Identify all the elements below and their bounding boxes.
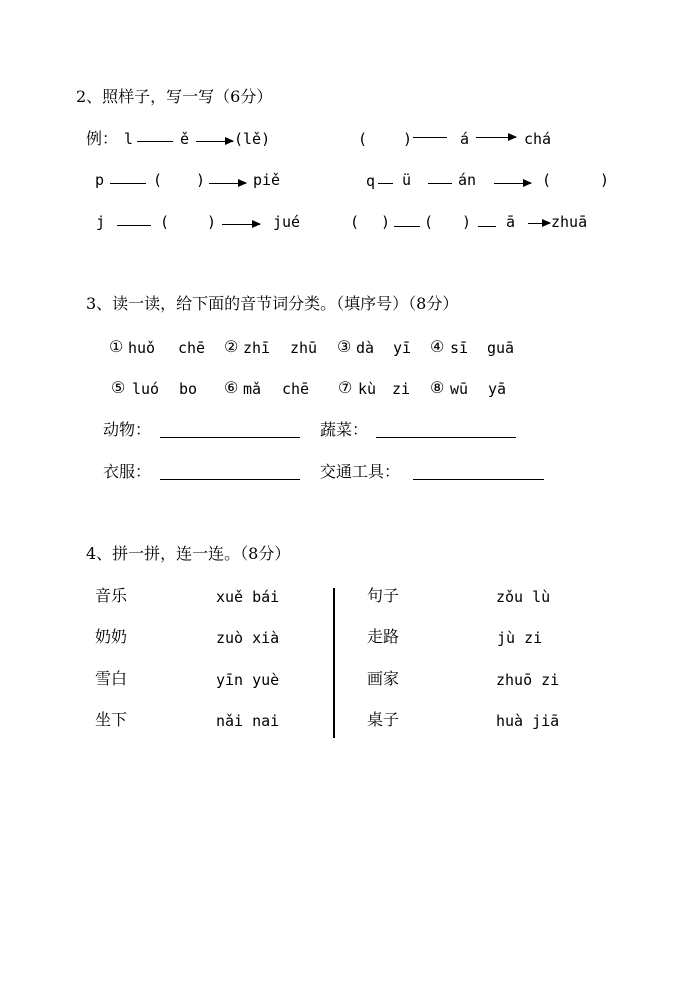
- initial-q: q: [366, 172, 376, 190]
- arrow: [528, 223, 550, 224]
- initial-p: p: [95, 171, 105, 189]
- category-clothes-blank[interactable]: [160, 479, 300, 480]
- example-answer: (lě): [234, 130, 271, 148]
- final-a-flat: ā: [506, 213, 516, 231]
- category-animals-label: 动物：: [103, 420, 152, 439]
- category-clothes-label: 衣服：: [103, 462, 152, 481]
- item-pinyin: dà: [356, 339, 375, 357]
- item-num: ④: [430, 337, 445, 356]
- connector-line: [478, 226, 496, 227]
- category-animals-blank[interactable]: [160, 437, 300, 438]
- blank-close[interactable]: ): [600, 171, 610, 189]
- arrow: [494, 183, 531, 184]
- item-num: ③: [337, 337, 352, 356]
- blank-close[interactable]: ): [207, 213, 217, 231]
- initial-j: j: [96, 213, 106, 231]
- connector-line: [117, 225, 151, 226]
- item-pinyin: mǎ: [243, 380, 262, 398]
- arrow: [209, 183, 246, 184]
- blank-close[interactable]: ): [196, 171, 206, 189]
- connector-line: [394, 226, 420, 227]
- left-pinyin[interactable]: nǎi nai: [216, 712, 280, 730]
- arrow: [222, 224, 260, 225]
- item-pinyin: yī: [393, 339, 412, 357]
- blank-open: (: [350, 213, 360, 231]
- blank-close[interactable]: ): [462, 213, 472, 231]
- item-pinyin: yā: [488, 380, 507, 398]
- column-divider: [333, 588, 335, 738]
- left-word[interactable]: 坐下: [95, 710, 128, 729]
- right-pinyin[interactable]: zhuō zi: [496, 671, 560, 689]
- final-e: ě: [180, 130, 190, 148]
- right-pinyin[interactable]: huà jiā: [496, 712, 560, 730]
- connector-line: [137, 141, 173, 142]
- blank-open: (: [424, 213, 434, 231]
- connector-line: [110, 183, 146, 184]
- blank-close[interactable]: ): [381, 213, 391, 231]
- initial-l: l: [124, 130, 134, 148]
- right-word[interactable]: 句子: [367, 586, 400, 605]
- item-num: ⑤: [111, 378, 126, 397]
- item-pinyin: zhī: [243, 339, 271, 357]
- left-pinyin[interactable]: zuò xià: [216, 629, 280, 647]
- item-num: ⑥: [224, 378, 239, 397]
- item-pinyin: sī: [450, 339, 469, 357]
- connector-line: [428, 183, 452, 184]
- left-word[interactable]: 雪白: [95, 669, 128, 688]
- item-pinyin: luó: [132, 380, 160, 398]
- syllable-cha: chá: [524, 130, 552, 148]
- q4-title: 4、拼一拼，连一连。（8分）: [86, 544, 291, 563]
- item-pinyin: zi: [392, 380, 411, 398]
- blank-open: (: [542, 171, 552, 189]
- medial-u: ü: [402, 171, 412, 189]
- syllable-pie: piě: [253, 171, 281, 189]
- item-pinyin: chē: [282, 380, 310, 398]
- category-transport-label: 交通工具：: [320, 462, 401, 481]
- item-pinyin: chē: [178, 339, 206, 357]
- arrow: [196, 141, 233, 142]
- item-pinyin: wū: [450, 380, 469, 398]
- category-vegetables-blank[interactable]: [376, 437, 516, 438]
- right-pinyin[interactable]: zǒu lù: [496, 588, 551, 606]
- item-pinyin: huǒ: [128, 339, 156, 357]
- blank-close[interactable]: ): [403, 130, 413, 148]
- syllable-zhua: zhuā: [551, 213, 588, 231]
- item-pinyin: zhū: [290, 339, 318, 357]
- q2-title: 2、照样子，写一写（6分）: [76, 87, 273, 106]
- final-a: á: [460, 130, 470, 148]
- final-an: án: [458, 171, 477, 189]
- left-word[interactable]: 奶奶: [95, 627, 128, 646]
- blank-open: (: [358, 130, 368, 148]
- connector-line: [413, 137, 447, 138]
- blank-open: (: [153, 171, 163, 189]
- category-transport-blank[interactable]: [413, 479, 544, 480]
- example-label: 例：: [86, 129, 119, 148]
- q3-title: 3、读一读，给下面的音节词分类。（填序号）（8分）: [86, 294, 459, 313]
- item-pinyin: bo: [179, 380, 198, 398]
- syllable-jue: jué: [273, 213, 301, 231]
- connector-line: [378, 183, 393, 184]
- right-pinyin[interactable]: jù zi: [497, 629, 543, 647]
- left-pinyin[interactable]: xuě bái: [216, 588, 280, 606]
- item-num: ⑧: [430, 378, 445, 397]
- right-word[interactable]: 画家: [367, 669, 400, 688]
- category-vegetables-label: 蔬菜：: [320, 420, 369, 439]
- left-word[interactable]: 音乐: [95, 586, 128, 605]
- left-pinyin[interactable]: yīn yuè: [216, 671, 280, 689]
- right-word[interactable]: 桌子: [367, 710, 400, 729]
- blank-open: (: [160, 213, 170, 231]
- item-num: ①: [109, 337, 124, 356]
- arrow: [476, 137, 516, 138]
- item-num: ②: [224, 337, 239, 356]
- item-num: ⑦: [338, 378, 353, 397]
- item-pinyin: kù: [358, 380, 377, 398]
- right-word[interactable]: 走路: [367, 627, 400, 646]
- item-pinyin: guā: [487, 339, 515, 357]
